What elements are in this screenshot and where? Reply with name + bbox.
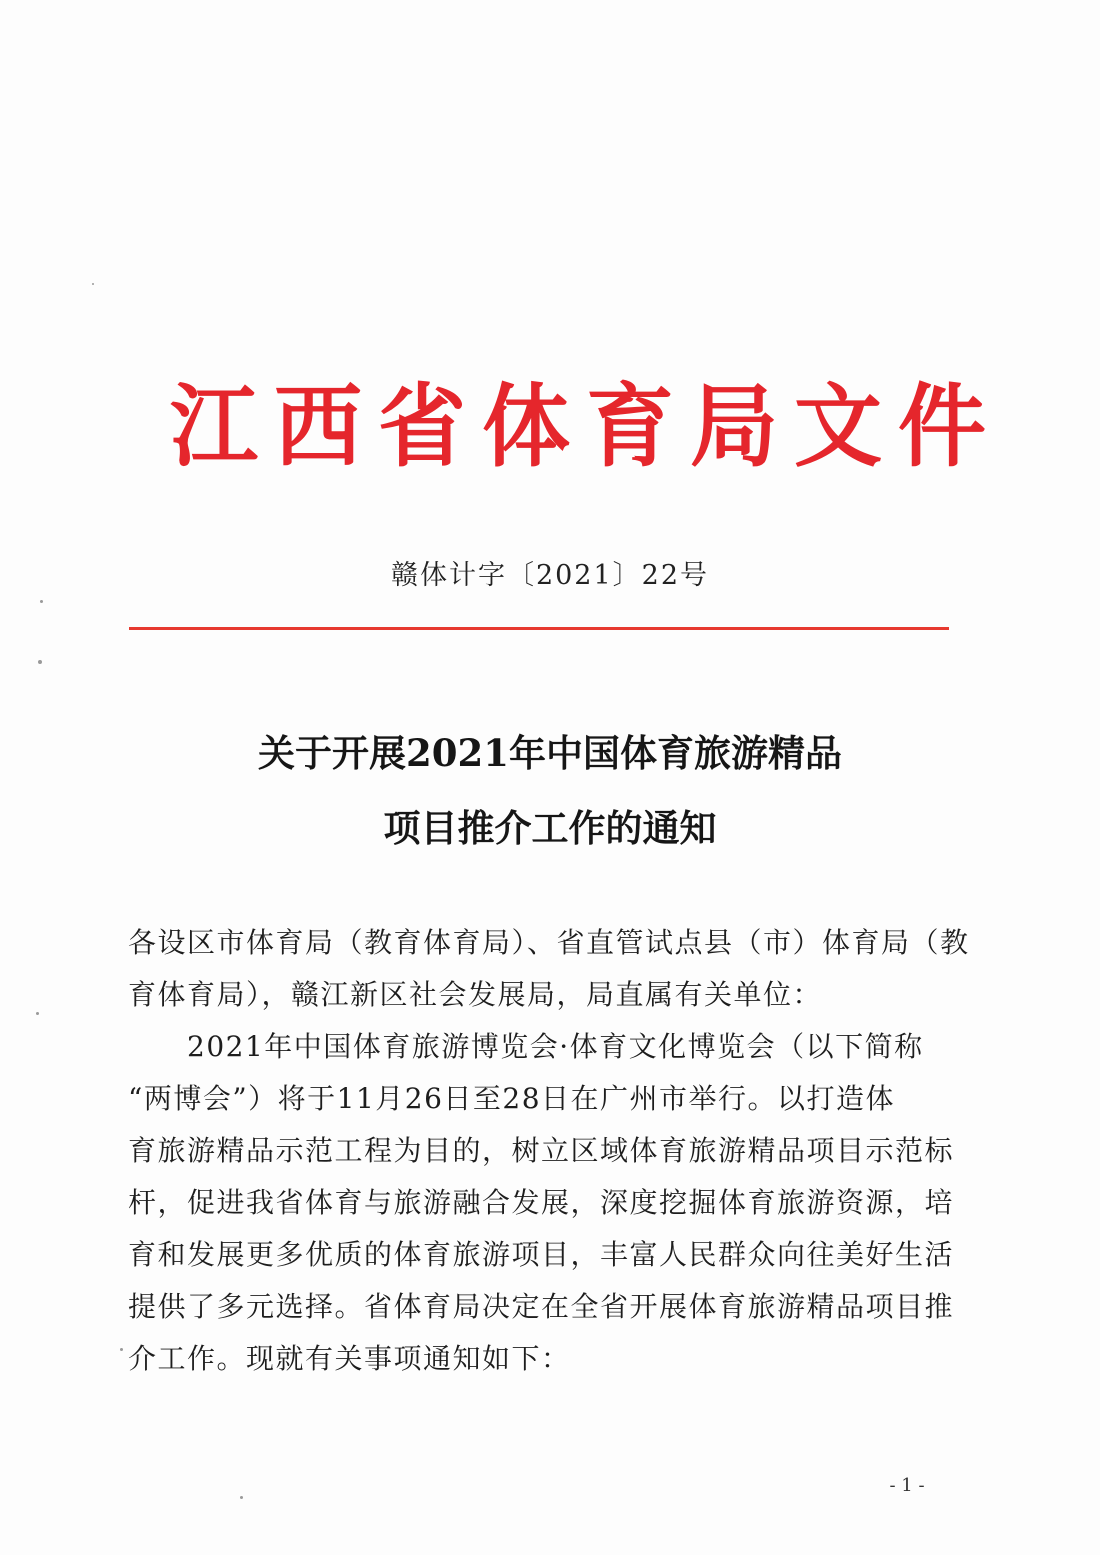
salutation-line: 各设区市体育局（教育体育局）、省直管试点县（市）体育局（教 [128,926,970,959]
paragraph-line: 育和发展更多优质的体育旅游项目，丰富人民群众向往美好生活 [128,1238,955,1271]
paragraph-line: 育旅游精品示范工程为目的，树立区域体育旅游精品项目示范标 [128,1134,955,1167]
paragraph-line: “两博会”）将于11月26日至28日在广州市举行。以打造体 [128,1082,896,1115]
paragraph-line: 介工作。现就有关事项通知如下： [128,1342,571,1375]
body-paragraph [128,1021,955,1385]
notice-title-line-1: 关于开展2021年中国体育旅游精品 [258,731,842,775]
scan-speck [240,1496,243,1499]
paragraph-line: 杆，促进我省体育与旅游融合发展，深度挖掘体育旅游资源，培 [128,1186,955,1219]
scan-speck [40,600,43,603]
paragraph-line: 提供了多元选择。省体育局决定在全省开展体育旅游精品项目推 [128,1290,955,1323]
scan-speck [92,283,94,285]
notice-title-line-2: 项目推介工作的通知 [383,806,717,850]
scan-speck [36,1012,39,1015]
salutation-line: 育体育局），赣江新区社会发展局，局直属有关单位： [128,978,823,1011]
scan-speck [120,1348,123,1351]
document-number: 赣体计字〔2021〕22号 [390,560,710,591]
scan-speck [38,660,42,664]
salutation [128,917,970,1021]
red-divider-line [129,627,949,630]
page-number: - 1 - [889,1475,925,1496]
masthead-title: 江西省体育局文件 [170,373,1003,480]
paragraph-line: 2021年中国体育旅游博览会·体育文化博览会（以下简称 [128,1030,924,1063]
